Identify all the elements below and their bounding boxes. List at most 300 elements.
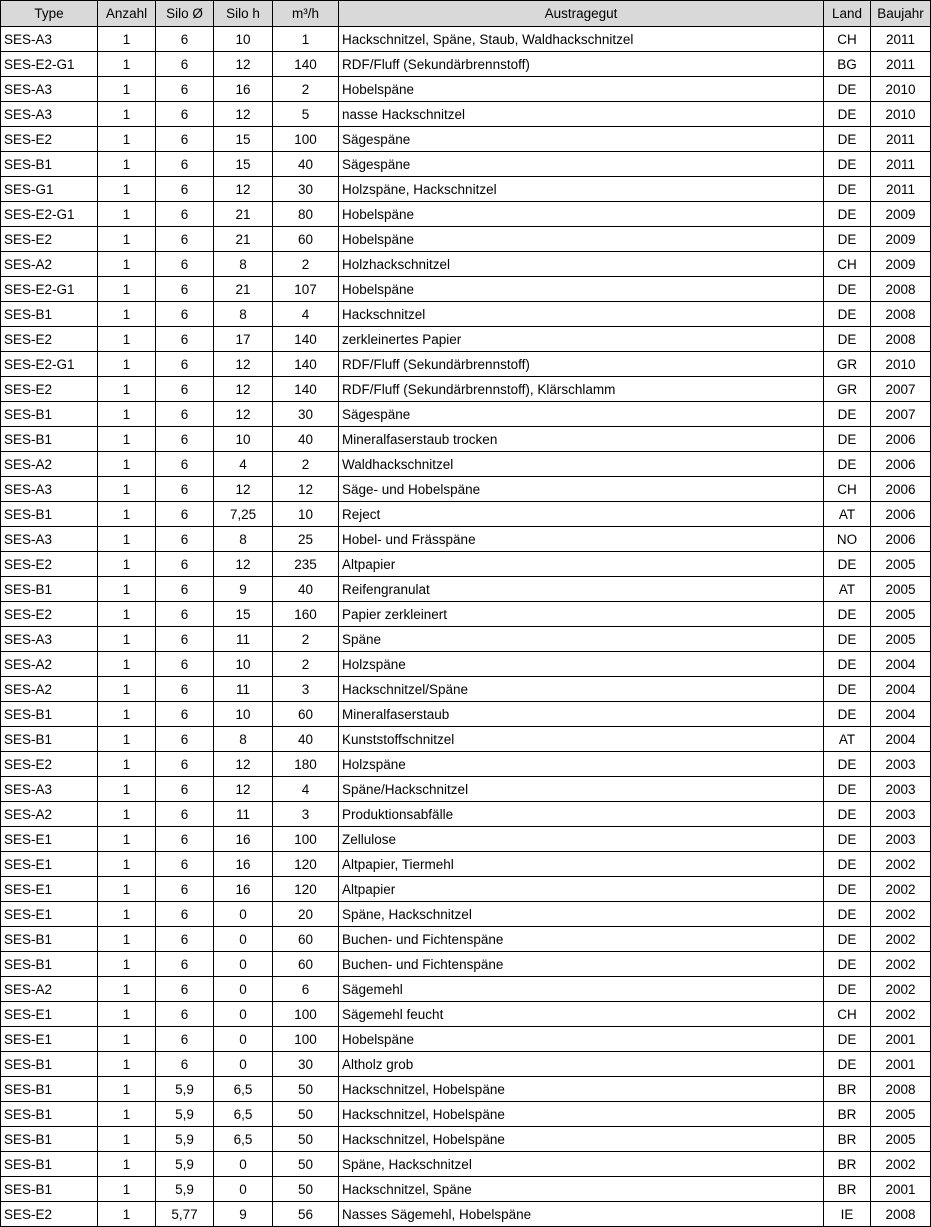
cell-throughput: 180 — [273, 752, 339, 777]
cell-silo-height: 12 — [214, 402, 273, 427]
cell-austragegut: RDF/Fluff (Sekundärbrennstoff) — [339, 352, 824, 377]
cell-anzahl: 1 — [98, 1152, 156, 1177]
cell-anzahl: 1 — [98, 952, 156, 977]
cell-type: SES-B1 — [1, 702, 98, 727]
cell-anzahl: 1 — [98, 827, 156, 852]
table-row — [1, 152, 931, 177]
cell-land: BG — [824, 52, 871, 77]
cell-silo-diameter: 6 — [156, 777, 214, 802]
cell-silo-diameter: 6 — [156, 52, 214, 77]
cell-baujahr: 2010 — [871, 102, 931, 127]
table-row — [1, 577, 931, 602]
cell-austragegut: Hackschnitzel, Späne, Staub, Waldhackschnitzel — [339, 27, 824, 52]
table-row — [1, 427, 931, 452]
header-land: Land — [824, 1, 871, 27]
cell-baujahr: 2003 — [871, 802, 931, 827]
cell-silo-diameter: 6 — [156, 627, 214, 652]
cell-austragegut: Holzspäne — [339, 652, 824, 677]
cell-type: SES-B1 — [1, 1177, 98, 1202]
cell-silo-height: 12 — [214, 52, 273, 77]
cell-baujahr: 2004 — [871, 652, 931, 677]
cell-land: DE — [824, 277, 871, 302]
cell-anzahl: 1 — [98, 352, 156, 377]
cell-anzahl: 1 — [98, 877, 156, 902]
table-row — [1, 277, 931, 302]
cell-type: SES-B1 — [1, 302, 98, 327]
cell-land: CH — [824, 1002, 871, 1027]
cell-baujahr: 2005 — [871, 602, 931, 627]
cell-silo-height: 15 — [214, 152, 273, 177]
cell-anzahl: 1 — [98, 102, 156, 127]
cell-silo-height: 12 — [214, 552, 273, 577]
cell-silo-diameter: 5,9 — [156, 1152, 214, 1177]
cell-austragegut: Holzspäne, Hackschnitzel — [339, 177, 824, 202]
cell-silo-height: 0 — [214, 1002, 273, 1027]
cell-silo-height: 7,25 — [214, 502, 273, 527]
cell-throughput: 160 — [273, 602, 339, 627]
cell-land: DE — [824, 102, 871, 127]
cell-austragegut: Waldhackschnitzel — [339, 452, 824, 477]
header-austragegut: Austragegut — [339, 1, 824, 27]
table-row — [1, 1127, 931, 1152]
cell-baujahr: 2002 — [871, 852, 931, 877]
cell-anzahl: 1 — [98, 552, 156, 577]
cell-austragegut: Reifengranulat — [339, 577, 824, 602]
cell-silo-height: 0 — [214, 977, 273, 1002]
table-row — [1, 102, 931, 127]
cell-land: BR — [824, 1152, 871, 1177]
cell-silo-height: 0 — [214, 1027, 273, 1052]
cell-silo-diameter: 6 — [156, 327, 214, 352]
cell-type: SES-A2 — [1, 802, 98, 827]
cell-silo-height: 12 — [214, 777, 273, 802]
cell-silo-height: 11 — [214, 677, 273, 702]
cell-anzahl: 1 — [98, 27, 156, 52]
cell-austragegut: Hobelspäne — [339, 1027, 824, 1052]
cell-baujahr: 2005 — [871, 1102, 931, 1127]
cell-anzahl: 1 — [98, 302, 156, 327]
cell-land: IE — [824, 1202, 871, 1227]
cell-anzahl: 1 — [98, 127, 156, 152]
table-row — [1, 452, 931, 477]
cell-land: DE — [824, 1052, 871, 1077]
cell-throughput: 120 — [273, 852, 339, 877]
cell-silo-height: 12 — [214, 377, 273, 402]
cell-silo-height: 8 — [214, 727, 273, 752]
cell-anzahl: 1 — [98, 527, 156, 552]
cell-type: SES-B1 — [1, 577, 98, 602]
cell-silo-diameter: 6 — [156, 77, 214, 102]
cell-land: NO — [824, 527, 871, 552]
cell-silo-diameter: 6 — [156, 852, 214, 877]
cell-silo-diameter: 6 — [156, 602, 214, 627]
cell-austragegut: Nasses Sägemehl, Hobelspäne — [339, 1202, 824, 1227]
cell-austragegut: Produktionsabfälle — [339, 802, 824, 827]
cell-throughput: 2 — [273, 452, 339, 477]
cell-throughput: 30 — [273, 177, 339, 202]
table-row — [1, 352, 931, 377]
cell-silo-diameter: 6 — [156, 827, 214, 852]
cell-land: DE — [824, 827, 871, 852]
cell-baujahr: 2009 — [871, 252, 931, 277]
cell-type: SES-E2 — [1, 227, 98, 252]
cell-type: SES-E2 — [1, 327, 98, 352]
cell-land: DE — [824, 627, 871, 652]
cell-baujahr: 2008 — [871, 277, 931, 302]
cell-silo-diameter: 6 — [156, 252, 214, 277]
cell-type: SES-B1 — [1, 1152, 98, 1177]
cell-silo-height: 11 — [214, 627, 273, 652]
table-row — [1, 827, 931, 852]
cell-baujahr: 2001 — [871, 1027, 931, 1052]
cell-silo-height: 0 — [214, 1177, 273, 1202]
cell-silo-height: 6,5 — [214, 1102, 273, 1127]
cell-anzahl: 1 — [98, 427, 156, 452]
cell-baujahr: 2001 — [871, 1177, 931, 1202]
cell-baujahr: 2008 — [871, 302, 931, 327]
cell-baujahr: 2002 — [871, 1152, 931, 1177]
cell-baujahr: 2011 — [871, 177, 931, 202]
cell-austragegut: Sägespäne — [339, 127, 824, 152]
cell-austragegut: Holzspäne — [339, 752, 824, 777]
cell-baujahr: 2011 — [871, 27, 931, 52]
cell-silo-diameter: 6 — [156, 552, 214, 577]
cell-throughput: 40 — [273, 427, 339, 452]
cell-baujahr: 2009 — [871, 202, 931, 227]
cell-land: DE — [824, 977, 871, 1002]
cell-silo-height: 16 — [214, 852, 273, 877]
cell-baujahr: 2005 — [871, 627, 931, 652]
cell-anzahl: 1 — [98, 902, 156, 927]
cell-austragegut: Altholz grob — [339, 1052, 824, 1077]
cell-anzahl: 1 — [98, 1002, 156, 1027]
cell-land: DE — [824, 402, 871, 427]
cell-type: SES-A3 — [1, 527, 98, 552]
cell-throughput: 50 — [273, 1102, 339, 1127]
cell-silo-height: 10 — [214, 427, 273, 452]
cell-austragegut: Holzhackschnitzel — [339, 252, 824, 277]
cell-type: SES-B1 — [1, 927, 98, 952]
cell-silo-height: 21 — [214, 202, 273, 227]
cell-austragegut: Buchen- und Fichtenspäne — [339, 952, 824, 977]
cell-silo-diameter: 6 — [156, 652, 214, 677]
cell-anzahl: 1 — [98, 702, 156, 727]
cell-baujahr: 2008 — [871, 327, 931, 352]
cell-anzahl: 1 — [98, 152, 156, 177]
cell-throughput: 140 — [273, 352, 339, 377]
cell-austragegut: Reject — [339, 502, 824, 527]
table-row — [1, 877, 931, 902]
cell-type: SES-A3 — [1, 477, 98, 502]
cell-silo-diameter: 6 — [156, 427, 214, 452]
cell-type: SES-E1 — [1, 852, 98, 877]
table-row — [1, 952, 931, 977]
cell-anzahl: 1 — [98, 977, 156, 1002]
cell-type: SES-A2 — [1, 652, 98, 677]
cell-anzahl: 1 — [98, 627, 156, 652]
cell-silo-height: 10 — [214, 27, 273, 52]
cell-land: DE — [824, 952, 871, 977]
cell-throughput: 120 — [273, 877, 339, 902]
cell-land: BR — [824, 1102, 871, 1127]
cell-land: BR — [824, 1077, 871, 1102]
cell-land: DE — [824, 227, 871, 252]
table-row — [1, 377, 931, 402]
cell-silo-diameter: 5,9 — [156, 1127, 214, 1152]
cell-silo-diameter: 6 — [156, 1052, 214, 1077]
cell-silo-height: 15 — [214, 602, 273, 627]
table-row — [1, 977, 931, 1002]
cell-silo-height: 0 — [214, 902, 273, 927]
cell-throughput: 50 — [273, 1152, 339, 1177]
cell-throughput: 235 — [273, 552, 339, 577]
cell-throughput: 140 — [273, 327, 339, 352]
header-throughput: m³/h — [273, 1, 339, 27]
cell-silo-height: 16 — [214, 77, 273, 102]
table-row — [1, 177, 931, 202]
cell-land: AT — [824, 727, 871, 752]
cell-type: SES-E2-G1 — [1, 202, 98, 227]
cell-austragegut: Hackschnitzel/Späne — [339, 677, 824, 702]
cell-austragegut: Mineralfaserstaub — [339, 702, 824, 727]
cell-type: SES-E1 — [1, 902, 98, 927]
cell-silo-height: 12 — [214, 177, 273, 202]
cell-type: SES-B1 — [1, 427, 98, 452]
table-row — [1, 302, 931, 327]
table-row — [1, 852, 931, 877]
cell-silo-height: 21 — [214, 227, 273, 252]
cell-anzahl: 1 — [98, 727, 156, 752]
cell-type: SES-A3 — [1, 27, 98, 52]
cell-silo-diameter: 6 — [156, 977, 214, 1002]
cell-throughput: 50 — [273, 1127, 339, 1152]
cell-baujahr: 2007 — [871, 377, 931, 402]
cell-throughput: 30 — [273, 402, 339, 427]
cell-silo-height: 16 — [214, 827, 273, 852]
table-row — [1, 252, 931, 277]
cell-silo-diameter: 6 — [156, 102, 214, 127]
cell-throughput: 2 — [273, 77, 339, 102]
cell-silo-height: 8 — [214, 527, 273, 552]
cell-land: DE — [824, 77, 871, 102]
cell-austragegut: Hobelspäne — [339, 77, 824, 102]
cell-austragegut: Späne/Hackschnitzel — [339, 777, 824, 802]
cell-land: DE — [824, 802, 871, 827]
cell-throughput: 4 — [273, 302, 339, 327]
cell-silo-diameter: 6 — [156, 127, 214, 152]
cell-silo-diameter: 6 — [156, 752, 214, 777]
cell-throughput: 6 — [273, 977, 339, 1002]
cell-baujahr: 2006 — [871, 427, 931, 452]
cell-austragegut: Zellulose — [339, 827, 824, 852]
cell-throughput: 80 — [273, 202, 339, 227]
cell-silo-diameter: 6 — [156, 927, 214, 952]
cell-silo-height: 6,5 — [214, 1077, 273, 1102]
cell-silo-diameter: 6 — [156, 27, 214, 52]
cell-type: SES-E2-G1 — [1, 352, 98, 377]
cell-land: DE — [824, 877, 871, 902]
cell-type: SES-A3 — [1, 102, 98, 127]
cell-anzahl: 1 — [98, 1102, 156, 1127]
cell-austragegut: Sägespäne — [339, 152, 824, 177]
cell-austragegut: Hobelspäne — [339, 202, 824, 227]
cell-silo-height: 9 — [214, 577, 273, 602]
cell-anzahl: 1 — [98, 802, 156, 827]
table-row — [1, 652, 931, 677]
cell-type: SES-E1 — [1, 1027, 98, 1052]
cell-silo-diameter: 6 — [156, 1027, 214, 1052]
table-row — [1, 1052, 931, 1077]
cell-land: DE — [824, 302, 871, 327]
cell-baujahr: 2002 — [871, 902, 931, 927]
cell-throughput: 40 — [273, 727, 339, 752]
cell-land: DE — [824, 602, 871, 627]
cell-silo-diameter: 6 — [156, 727, 214, 752]
cell-silo-diameter: 5,9 — [156, 1102, 214, 1127]
cell-baujahr: 2006 — [871, 452, 931, 477]
cell-type: SES-A2 — [1, 452, 98, 477]
cell-land: AT — [824, 577, 871, 602]
cell-anzahl: 1 — [98, 677, 156, 702]
cell-silo-diameter: 6 — [156, 527, 214, 552]
cell-austragegut: Hobelspäne — [339, 227, 824, 252]
cell-type: SES-E2-G1 — [1, 277, 98, 302]
cell-austragegut: RDF/Fluff (Sekundärbrennstoff) — [339, 52, 824, 77]
cell-silo-diameter: 6 — [156, 702, 214, 727]
table-row — [1, 327, 931, 352]
cell-silo-height: 0 — [214, 927, 273, 952]
table-row — [1, 552, 931, 577]
cell-land: DE — [824, 427, 871, 452]
cell-silo-diameter: 6 — [156, 227, 214, 252]
cell-silo-diameter: 6 — [156, 352, 214, 377]
table-row — [1, 202, 931, 227]
cell-austragegut: Hackschnitzel, Hobelspäne — [339, 1077, 824, 1102]
cell-anzahl: 1 — [98, 402, 156, 427]
cell-silo-diameter: 6 — [156, 1002, 214, 1027]
cell-land: DE — [824, 327, 871, 352]
cell-land: DE — [824, 927, 871, 952]
cell-land: GR — [824, 352, 871, 377]
cell-land: DE — [824, 902, 871, 927]
cell-austragegut: Späne — [339, 627, 824, 652]
cell-land: DE — [824, 777, 871, 802]
cell-anzahl: 1 — [98, 177, 156, 202]
cell-anzahl: 1 — [98, 52, 156, 77]
cell-type: SES-A3 — [1, 627, 98, 652]
cell-austragegut: Sägespäne — [339, 402, 824, 427]
cell-throughput: 40 — [273, 152, 339, 177]
header-anzahl: Anzahl — [98, 1, 156, 27]
cell-anzahl: 1 — [98, 477, 156, 502]
table-row — [1, 602, 931, 627]
cell-silo-diameter: 6 — [156, 502, 214, 527]
cell-throughput: 50 — [273, 1177, 339, 1202]
cell-austragegut: Späne, Hackschnitzel — [339, 902, 824, 927]
cell-type: SES-A2 — [1, 252, 98, 277]
cell-type: SES-A3 — [1, 777, 98, 802]
cell-throughput: 60 — [273, 227, 339, 252]
cell-anzahl: 1 — [98, 227, 156, 252]
cell-throughput: 2 — [273, 652, 339, 677]
cell-silo-height: 16 — [214, 877, 273, 902]
cell-silo-diameter: 6 — [156, 477, 214, 502]
table-row — [1, 777, 931, 802]
cell-throughput: 1 — [273, 27, 339, 52]
cell-type: SES-A3 — [1, 77, 98, 102]
cell-type: SES-E2 — [1, 1202, 98, 1227]
cell-land: DE — [824, 1027, 871, 1052]
table-row — [1, 1002, 931, 1027]
table-row — [1, 77, 931, 102]
cell-anzahl: 1 — [98, 327, 156, 352]
cell-austragegut: zerkleinertes Papier — [339, 327, 824, 352]
cell-silo-height: 0 — [214, 1152, 273, 1177]
cell-land: DE — [824, 452, 871, 477]
table-row — [1, 127, 931, 152]
cell-type: SES-E1 — [1, 827, 98, 852]
cell-land: DE — [824, 152, 871, 177]
cell-throughput: 140 — [273, 52, 339, 77]
cell-silo-height: 15 — [214, 127, 273, 152]
table-row — [1, 1077, 931, 1102]
cell-baujahr: 2004 — [871, 727, 931, 752]
cell-throughput: 60 — [273, 927, 339, 952]
cell-land: DE — [824, 552, 871, 577]
cell-type: SES-A2 — [1, 977, 98, 1002]
table-row — [1, 52, 931, 77]
cell-baujahr: 2006 — [871, 477, 931, 502]
cell-austragegut: Hobel- und Frässpäne — [339, 527, 824, 552]
cell-anzahl: 1 — [98, 577, 156, 602]
cell-austragegut: Hackschnitzel, Späne — [339, 1177, 824, 1202]
cell-anzahl: 1 — [98, 1027, 156, 1052]
cell-throughput: 100 — [273, 127, 339, 152]
cell-silo-height: 12 — [214, 752, 273, 777]
cell-type: SES-A2 — [1, 677, 98, 702]
cell-silo-diameter: 6 — [156, 277, 214, 302]
table-row — [1, 477, 931, 502]
cell-baujahr: 2010 — [871, 77, 931, 102]
cell-land: AT — [824, 502, 871, 527]
cell-throughput: 56 — [273, 1202, 339, 1227]
cell-silo-height: 10 — [214, 702, 273, 727]
cell-baujahr: 2002 — [871, 877, 931, 902]
cell-throughput: 10 — [273, 502, 339, 527]
cell-austragegut: nasse Hackschnitzel — [339, 102, 824, 127]
table-row — [1, 1202, 931, 1227]
cell-land: DE — [824, 702, 871, 727]
header-type: Type — [1, 1, 98, 27]
cell-throughput: 100 — [273, 827, 339, 852]
table-row — [1, 702, 931, 727]
cell-land: DE — [824, 752, 871, 777]
cell-land: BR — [824, 1127, 871, 1152]
cell-austragegut: Sägemehl feucht — [339, 1002, 824, 1027]
cell-baujahr: 2002 — [871, 1002, 931, 1027]
cell-silo-height: 11 — [214, 802, 273, 827]
table-row — [1, 1177, 931, 1202]
cell-land: DE — [824, 677, 871, 702]
cell-baujahr: 2007 — [871, 402, 931, 427]
cell-austragegut: Hackschnitzel — [339, 302, 824, 327]
cell-silo-diameter: 6 — [156, 152, 214, 177]
header-baujahr: Baujahr — [871, 1, 931, 27]
cell-baujahr: 2003 — [871, 752, 931, 777]
cell-throughput: 140 — [273, 377, 339, 402]
table-row — [1, 1102, 931, 1127]
cell-silo-height: 8 — [214, 302, 273, 327]
